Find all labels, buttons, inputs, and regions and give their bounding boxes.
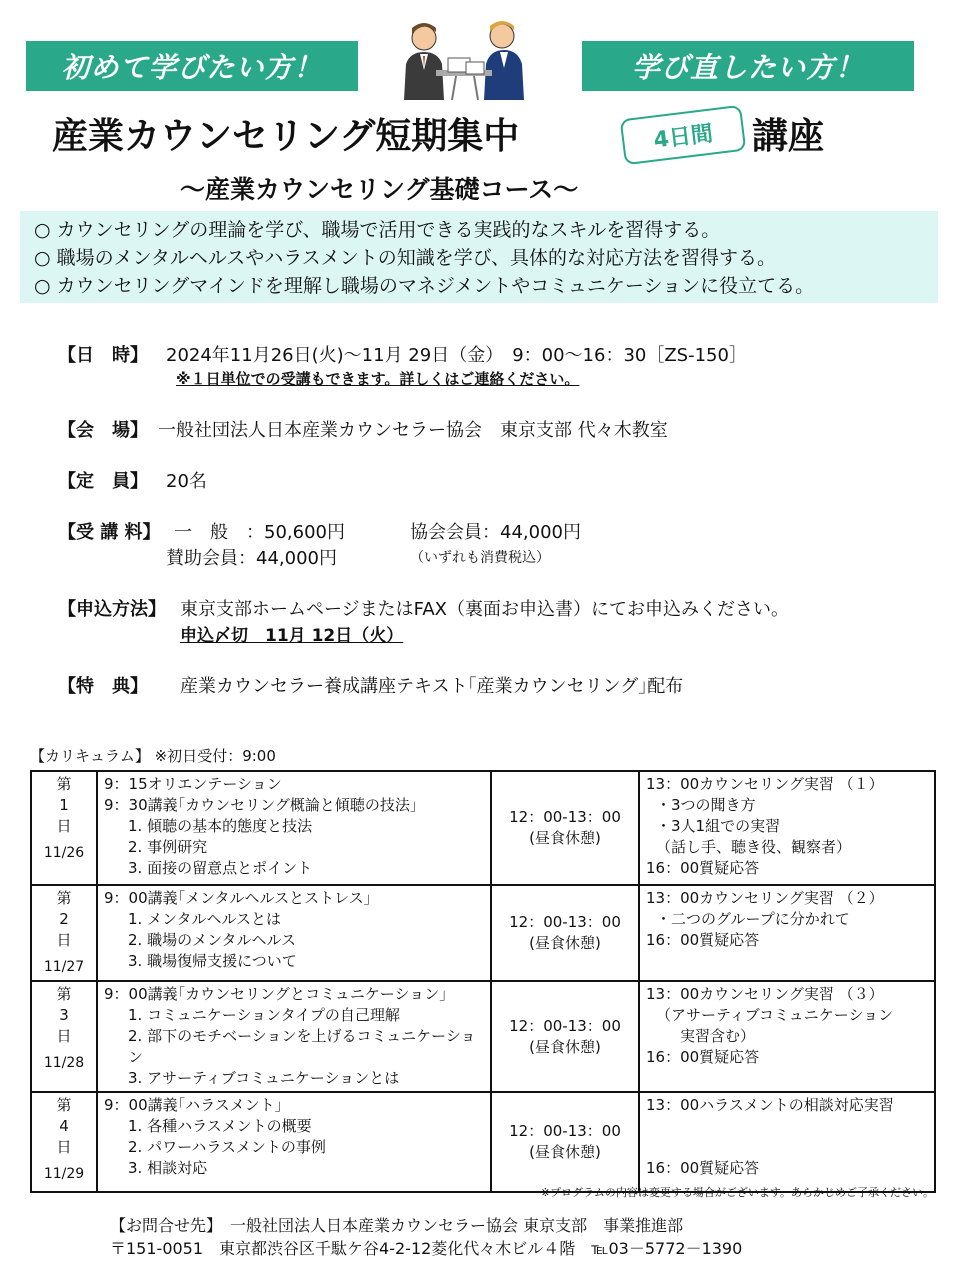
- lunch-text: 12：00-13：00: [509, 1016, 621, 1035]
- contact-line-2: 〒151-0051 東京都渋谷区千駄ケ谷4-2-12菱化代々木ビル４階 ℡03－5772－1390: [110, 1239, 743, 1258]
- capacity-label: 【定 員】: [58, 471, 148, 492]
- curriculum-afternoon-cell: [639, 885, 935, 981]
- afternoon-session: [646, 1116, 928, 1137]
- venue-label: 【会 場】: [58, 420, 148, 441]
- capacity-value: 20名: [166, 471, 207, 492]
- fee-member: 協会会員：44,000円: [410, 522, 581, 543]
- date-value: 2024年11月26日(火)～11月 29日（金） 9：00～16：30［ZS-150］: [166, 345, 747, 366]
- curriculum-lunch-cell: [491, 981, 639, 1092]
- apply-deadline: 申込〆切 11月 12日（火）: [180, 626, 404, 646]
- day-number-char: 第: [56, 889, 72, 907]
- curriculum-lunch-cell: [491, 771, 639, 885]
- curriculum-afternoon-cell: [639, 1092, 935, 1192]
- curriculum-morning-cell: [97, 981, 491, 1092]
- curriculum-row: [31, 981, 935, 1092]
- lunch-text: 12：00-13：00: [509, 808, 621, 826]
- day-number-char: 2: [59, 910, 69, 928]
- curriculum-afternoon-cell: [639, 981, 935, 1092]
- morning-session: 9：15オリエンテーション: [104, 775, 282, 793]
- day-number-char: 第: [56, 985, 72, 1003]
- venue-value: 一般社団法人日本産業カウンセラー協会 東京支部 代々木教室: [158, 420, 668, 441]
- contact-line-1: 【お問合せ先】 一般社団法人日本産業カウンセラー協会 東京支部 事業推進部: [110, 1216, 684, 1235]
- lunch-text: (昼食休憩): [529, 934, 601, 952]
- date-label: 【日 時】: [58, 345, 148, 366]
- day-date: 11/28: [43, 1055, 85, 1071]
- lunch-text: 12：00-13：00: [509, 913, 621, 931]
- morning-topic: 1. 各種ハラスメントの概要: [128, 1117, 312, 1135]
- morning-topic: 2. パワーハラスメントの事例: [128, 1138, 326, 1156]
- benefit-value: 産業カウンセラー養成講座テキスト｢産業カウンセリング｣配布: [180, 676, 684, 697]
- day-number-char: 第: [56, 1096, 72, 1114]
- afternoon-session: ・3つの聞き方: [656, 796, 756, 814]
- afternoon-session: （アサーティブコミュニケーション: [656, 1006, 894, 1024]
- afternoon-session: 13：00ハラスメントの相談対応実習: [646, 1096, 894, 1114]
- fee-general: 一 般 ：50,600円: [174, 522, 345, 543]
- afternoon-session: 16：00質疑応答: [646, 931, 760, 949]
- afternoon-session: 13：00カウンセリング実習 （３）: [646, 985, 884, 1003]
- lunch-text: (昼食休憩): [529, 1143, 601, 1161]
- page-subtitle: ～産業カウンセリング基礎コース～: [180, 175, 579, 204]
- morning-topic: 1. メンタルヘルスとは: [128, 910, 282, 928]
- curriculum-row: [31, 885, 935, 981]
- afternoon-session: ・3人1組での実習: [656, 817, 781, 835]
- day-date: 11/26: [43, 845, 85, 861]
- page-title-suffix: 講座: [752, 116, 825, 157]
- curriculum-lunch-cell: [491, 1092, 639, 1192]
- afternoon-session: 13：00カウンセリング実習 （２）: [646, 889, 884, 907]
- day-number-char: 4: [59, 1117, 69, 1135]
- curriculum-day-cell: [31, 1092, 97, 1192]
- morning-topic: 2. 部下のモチベーションを上げるコミュニケーション: [128, 1027, 476, 1066]
- meeting-illustration-icon: [396, 14, 532, 100]
- banner-relearn: 学び直したい方！: [582, 41, 914, 91]
- curriculum-morning-cell: [97, 885, 491, 981]
- day-number-char: 1: [59, 796, 69, 814]
- goals-box: [20, 211, 938, 303]
- curriculum-morning-cell: [97, 1092, 491, 1192]
- fee-tax-note: （いずれも消費税込）: [410, 550, 550, 566]
- afternoon-session: 16：00質疑応答: [646, 1048, 760, 1066]
- apply-value: 東京支部ホームページまたはFAX（裏面お申込書）にてお申込みください。: [180, 599, 789, 620]
- day-number-char: 日: [56, 1027, 72, 1045]
- morning-session: 9：00講義｢メンタルヘルスとストレス｣: [104, 889, 372, 907]
- day-date: 11/27: [43, 959, 85, 975]
- page-title: 産業カウンセリング短期集中: [52, 116, 520, 157]
- apply-label: 【申込方法】: [58, 599, 166, 620]
- curriculum-table: [30, 770, 936, 1193]
- morning-session: 9：00講義｢ハラスメント｣: [104, 1096, 283, 1114]
- goal-item: ○ カウンセリングマインドを理解し職場のマネジメントやコミュニケーションに役立てる。: [34, 275, 815, 297]
- curriculum-day-cell: [31, 981, 97, 1092]
- benefit-label: 【特 典】: [58, 676, 148, 697]
- fee-label: 【受 講 料】: [58, 522, 161, 543]
- fee-supporting: 賛助会員：44,000円: [166, 548, 337, 569]
- banner-first-time: 初めて学びたい方！: [26, 41, 358, 91]
- afternoon-session: [646, 1137, 928, 1158]
- curriculum-row: [31, 771, 935, 885]
- curriculum-lunch-cell: [491, 885, 639, 981]
- curriculum-day-cell: [31, 885, 97, 981]
- curriculum-row: [31, 1092, 935, 1192]
- day-number-char: 日: [56, 817, 72, 835]
- curriculum-disclaimer: ※プログラムの内容は変更する場合がございます。あらかじめご了承ください。: [540, 1186, 934, 1199]
- morning-topic: 1. 傾聴の基本的態度と技法: [128, 817, 313, 835]
- duration-badge: 4日間: [620, 105, 747, 166]
- day-number-char: 日: [56, 931, 72, 949]
- afternoon-session: 16：00質疑応答: [646, 1159, 760, 1177]
- lunch-text: 12：00-13：00: [509, 1122, 621, 1140]
- morning-topic: 2. 事例研究: [128, 838, 208, 856]
- goal-item: ○ 職場のメンタルヘルスやハラスメントの知識を学び、具体的な対応方法を習得する。: [34, 247, 776, 269]
- afternoon-session: 13：00カウンセリング実習 （１）: [646, 775, 884, 793]
- afternoon-session: ・二つのグループに分かれて: [656, 910, 850, 928]
- morning-topic: 3. 職場復帰支援について: [128, 952, 297, 970]
- curriculum-label: 【カリキュラム】 ※初日受付：9:00: [30, 747, 276, 765]
- date-note: ※１日単位での受講もできます。詳しくはご連絡ください。: [176, 370, 580, 388]
- morning-topic: 1. コミュニケーションタイプの自己理解: [128, 1006, 400, 1024]
- day-number-char: 3: [59, 1006, 69, 1024]
- day-date: 11/29: [43, 1166, 85, 1182]
- curriculum-afternoon-cell: [639, 771, 935, 885]
- afternoon-session: （話し手、聴き役、観察者）: [656, 838, 852, 856]
- afternoon-session: 16：00質疑応答: [646, 859, 760, 877]
- morning-topic: 3. 相談対応: [128, 1159, 208, 1177]
- morning-session: 9：30講義｢カウンセリング概論と傾聴の技法｣: [104, 796, 418, 814]
- morning-topic: 3. 面接の留意点とポイント: [128, 859, 313, 877]
- morning-topic: 2. 職場のメンタルヘルス: [128, 931, 297, 949]
- day-number-char: 日: [56, 1138, 72, 1156]
- morning-topic: 3. アサーティブコミュニケーションとは: [128, 1069, 400, 1087]
- curriculum-day-cell: [31, 771, 97, 885]
- lunch-text: (昼食休憩): [529, 829, 601, 847]
- day-number-char: 第: [56, 775, 72, 793]
- lunch-text: (昼食休憩): [529, 1037, 601, 1056]
- curriculum-morning-cell: [97, 771, 491, 885]
- goal-item: ○ カウンセリングの理論を学び、職場で活用できる実践的なスキルを習得する。: [34, 219, 721, 241]
- afternoon-session: 実習含む）: [680, 1027, 756, 1045]
- morning-session: 9：00講義｢カウンセリングとコミュニケーション｣: [104, 985, 447, 1003]
